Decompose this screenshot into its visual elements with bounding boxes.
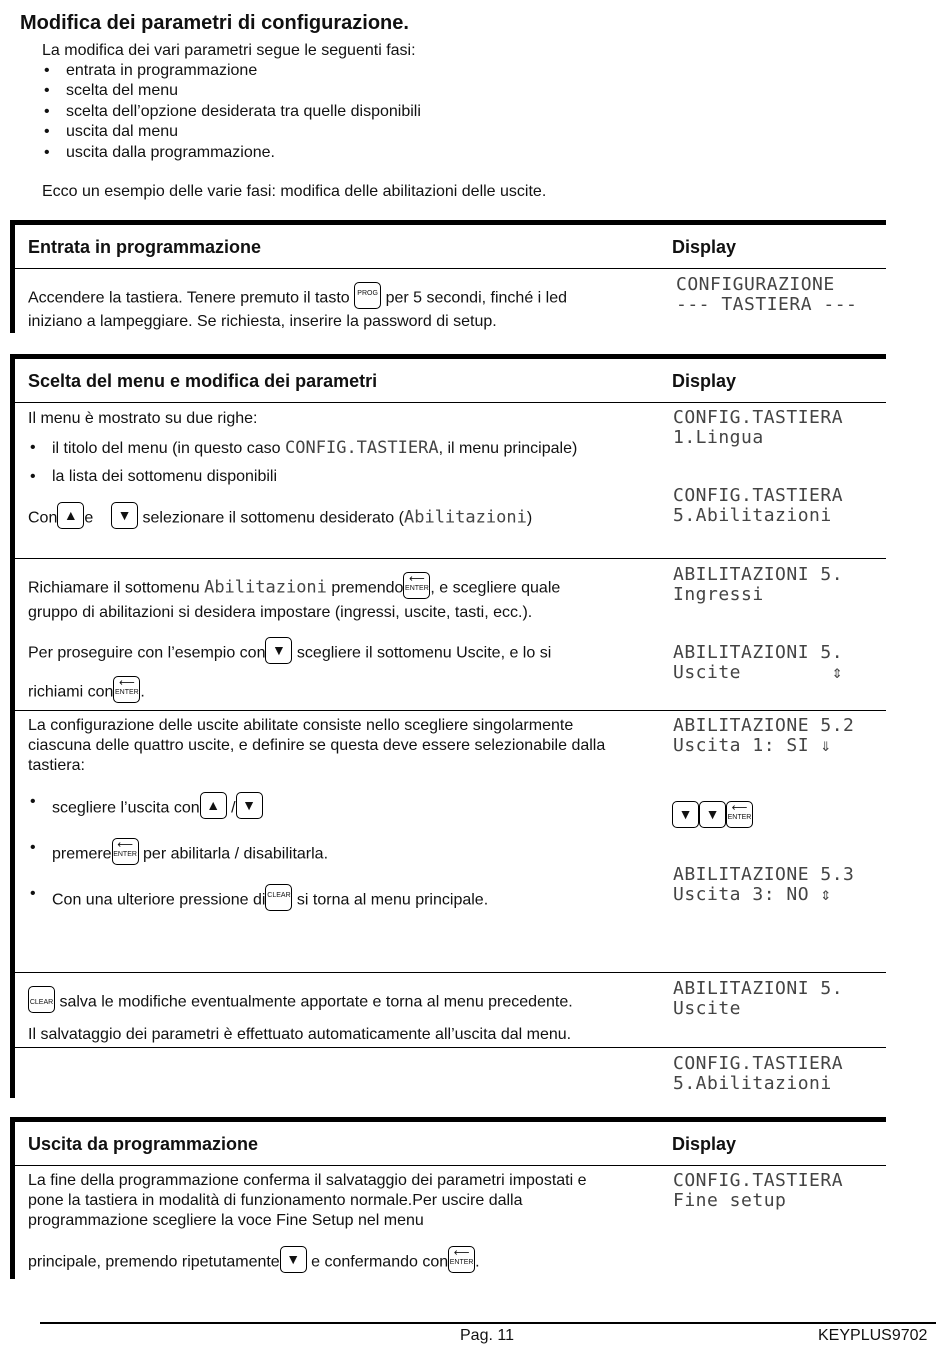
key-sequence xyxy=(672,801,753,828)
display-header: Display xyxy=(672,371,737,391)
section-bar xyxy=(10,354,15,1098)
page-number: Pag. 11 xyxy=(460,1327,514,1344)
s3-text-4: principale, premendo ripetutamente ▼ e confermando con ⟵ ENTER . xyxy=(28,1246,480,1273)
section-rule xyxy=(10,220,886,225)
s3-text: programmazione scegliere la voce Fine Setup nel menu xyxy=(28,1212,424,1229)
lcd-line: 5.Abilitazioni xyxy=(673,1073,832,1094)
divider xyxy=(15,710,886,711)
clear-key-icon: CLEAR xyxy=(28,986,55,1013)
phase-item: • entrata in programmazione xyxy=(66,61,257,82)
down-key-icon: ▼ xyxy=(280,1246,307,1273)
enter-key-icon: ⟵ ENTER xyxy=(403,572,430,599)
example-text: Ecco un esempio delle varie fasi: modifica delle abilitazioni delle uscite. xyxy=(42,183,547,200)
lcd-line: ABILITAZIONE 5.3 xyxy=(673,864,855,885)
divider xyxy=(15,558,886,559)
menu-intro: Il menu è mostrato su due righe: xyxy=(28,410,258,427)
divider xyxy=(15,972,886,973)
lcd-line: ABILITAZIONI 5. xyxy=(673,564,844,585)
r3-text: La configurazione delle uscite abilitate consiste nello scegliere singolarmente xyxy=(28,717,574,734)
r3-bullet: • scegliere l’uscita con ▲ / ▼ xyxy=(52,792,263,819)
divider xyxy=(15,1047,886,1048)
r2-text-3: Per proseguire con l’esempio con ▼ scegliere il sottomenu Uscite, e lo si xyxy=(28,637,551,664)
lcd-line: Uscite xyxy=(673,998,742,1019)
lcd-line: --- TASTIERA --- xyxy=(676,294,858,315)
document-code: KEYPLUS9702 xyxy=(818,1327,928,1344)
up-key-icon: ▲ xyxy=(200,792,227,819)
phase-item: • uscita dal menu xyxy=(66,122,178,143)
r3-text: tastiera: xyxy=(28,757,85,774)
phase-item: • scelta del menu xyxy=(66,81,178,102)
lcd-line: Ingressi xyxy=(673,584,764,605)
section-heading: Uscita da programmazione xyxy=(28,1134,259,1154)
r4-text: CLEAR salva le modifiche eventualmente apportate e torna al menu precedente. xyxy=(28,986,573,1013)
r3-text: ciascuna delle quattro uscite, e definire se questa deve essere selezionabile dalla xyxy=(28,737,606,754)
r3-bullet: • Con una ulteriore pressione di CLEAR si torna al menu principale. xyxy=(52,884,488,911)
lcd-line: Fine setup xyxy=(673,1190,787,1211)
r3-bullet: • premere ⟵ ENTER per abilitarla / disabilitarla. xyxy=(52,838,328,865)
clear-key-icon: CLEAR xyxy=(265,884,292,911)
r4-text-2: Il salvataggio dei parametri è effettuato automaticamente all’uscita dal menu. xyxy=(28,1026,572,1043)
section-rule xyxy=(10,1117,886,1122)
down-key-icon: ▼ xyxy=(699,801,726,828)
select-text: Con ▲ e ▼ selezionare il sottomenu desiderato (Abilitazioni) xyxy=(28,502,532,529)
section-bar xyxy=(10,1117,15,1279)
enter-key-icon: ⟵ ENTER xyxy=(448,1246,475,1273)
display-header: Display xyxy=(672,1134,737,1154)
footer-rule xyxy=(40,1322,936,1324)
lcd-line: ABILITAZIONE 5.2 xyxy=(673,715,855,736)
enter-key-icon: ⟵ ENTER xyxy=(113,676,140,703)
enter-key-icon: ⟵ ENTER xyxy=(726,801,753,828)
r2-text: Richiamare il sottomenu Abilitazioni premendo ⟵ ENTER , e scegliere quale xyxy=(28,573,561,598)
down-key-icon: ▼ xyxy=(236,792,263,819)
down-key-icon: ▼ xyxy=(672,801,699,828)
enter-key-icon: ⟵ ENTER xyxy=(112,838,139,865)
phase-item: • uscita dalla programmazione. xyxy=(66,143,275,164)
s1-text-2: iniziano a lampeggiare. Se richiesta, inserire la password di setup. xyxy=(28,313,497,330)
lcd-line: CONFIG.TASTIERA xyxy=(673,485,844,506)
prog-key-icon: PROG xyxy=(354,282,381,309)
lcd-line: 1.Lingua xyxy=(673,427,764,448)
lcd-line: CONFIG.TASTIERA xyxy=(673,1170,844,1191)
lcd-line: CONFIG.TASTIERA xyxy=(673,1053,844,1074)
lcd-line: ABILITAZIONI 5. xyxy=(673,642,844,663)
divider xyxy=(15,268,886,269)
menu-bullet: • il titolo del menu (in questo caso CONFIG.TASTIERA, il menu principale) xyxy=(52,438,577,460)
section-heading: Entrata in programmazione xyxy=(28,237,262,257)
divider xyxy=(15,1165,886,1166)
s1-text: Accendere la tastiera. Tenere premuto il tasto PROG per 5 secondi, finché i led xyxy=(28,282,567,309)
section-rule xyxy=(10,354,886,359)
divider xyxy=(15,402,886,403)
section-bar xyxy=(10,220,15,333)
lcd-line: Uscite ⇕ xyxy=(673,662,844,683)
intro-text: La modifica dei vari parametri segue le seguenti fasi: xyxy=(42,42,416,59)
r2-text-2: gruppo di abilitazioni si desidera impostare (ingressi, uscite, tasti, ecc.). xyxy=(28,604,533,621)
lcd-line: CONFIG.TASTIERA xyxy=(673,407,844,428)
r2-text-4: richiami con ⟵ ENTER . xyxy=(28,676,145,703)
menu-bullet: • la lista dei sottomenu disponibili xyxy=(52,467,277,488)
s3-text: pone la tastiera in modalità di funzionamento normale.Per uscire dalla xyxy=(28,1192,523,1209)
down-key-icon: ▼ xyxy=(111,502,138,529)
s3-text: La fine della programmazione conferma il salvataggio dei parametri impostati e xyxy=(28,1172,587,1189)
lcd-line: 5.Abilitazioni xyxy=(673,505,832,526)
lcd-line: Uscita 1: SI ⇓ xyxy=(673,735,832,756)
display-header: Display xyxy=(672,237,737,257)
section-heading: Scelta del menu e modifica dei parametri xyxy=(28,371,378,391)
phase-item: • scelta dell’opzione desiderata tra quelle disponibili xyxy=(66,102,421,123)
lcd-line: ABILITAZIONI 5. xyxy=(673,978,844,999)
page-title: Modifica dei parametri di configurazione. xyxy=(20,12,409,34)
lcd-line: Uscita 3: NO ⇕ xyxy=(673,884,832,905)
lcd-line: CONFIGURAZIONE xyxy=(676,274,835,295)
down-key-icon: ▼ xyxy=(265,637,292,664)
up-key-icon: ▲ xyxy=(57,502,84,529)
